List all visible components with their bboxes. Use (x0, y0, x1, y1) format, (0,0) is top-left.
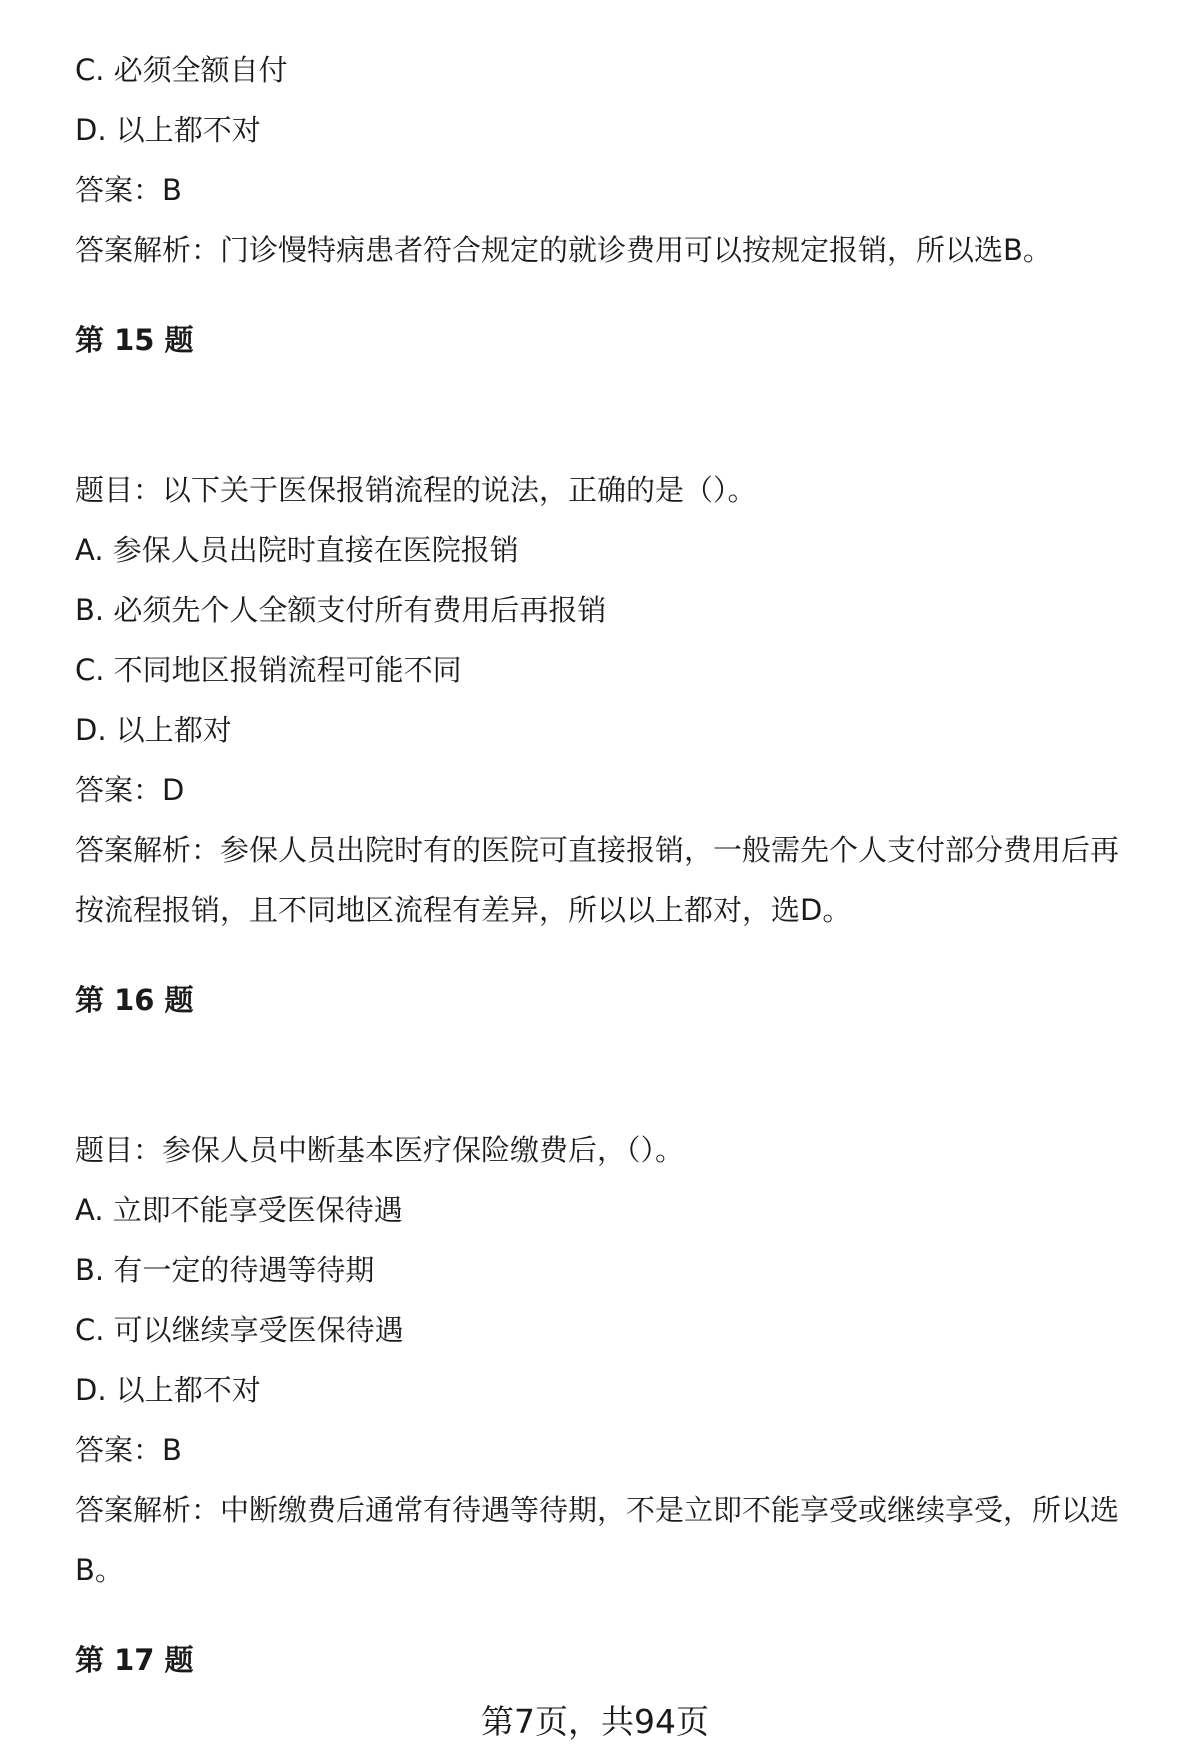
q17-heading: 第 17 题 (75, 1643, 194, 1677)
q16-question: 题目：参保人员中断基本医疗保险缴费后，（）。 (75, 1133, 685, 1167)
q16-option-b: B. 有一定的待遇等待期 (75, 1253, 375, 1287)
q16-analysis-line2: B。 (75, 1553, 124, 1587)
q15-analysis-line1: 答案解析：参保人员出院时有的医院可直接报销，一般需先个人支付部分费用后再 (75, 833, 1120, 867)
q16-option-c: C. 可以继续享受医保待遇 (75, 1313, 404, 1347)
q15-answer: 答案：D (75, 773, 185, 807)
q16-option-a: A. 立即不能享受医保待遇 (75, 1193, 403, 1227)
q15-question: 题目：以下关于医保报销流程的说法，正确的是（）。 (75, 473, 757, 507)
q14-answer: 答案：B (75, 173, 182, 207)
q14-option-d: D. 以上都不对 (75, 113, 261, 147)
q15-option-c: C. 不同地区报销流程可能不同 (75, 653, 462, 687)
q14-analysis: 答案解析：门诊慢特病患者符合规定的就诊费用可以按规定报销，所以选B。 (75, 233, 1052, 267)
page-number-footer: 第7页，共94页 (481, 1702, 709, 1741)
q15-heading: 第 15 题 (75, 323, 194, 357)
q16-analysis-line1: 答案解析：中断缴费后通常有待遇等待期，不是立即不能享受或继续享受，所以选 (75, 1493, 1120, 1527)
q16-answer: 答案：B (75, 1433, 182, 1467)
q15-analysis-line2: 按流程报销，且不同地区流程有差异，所以以上都对，选D。 (75, 893, 852, 927)
q16-option-d: D. 以上都不对 (75, 1373, 261, 1407)
q14-option-c: C. 必须全额自付 (75, 53, 288, 87)
q15-option-a: A. 参保人员出院时直接在医院报销 (75, 533, 519, 567)
q16-heading: 第 16 题 (75, 983, 194, 1017)
q15-option-d: D. 以上都对 (75, 713, 232, 747)
q15-option-b: B. 必须先个人全额支付所有费用后再报销 (75, 593, 607, 627)
